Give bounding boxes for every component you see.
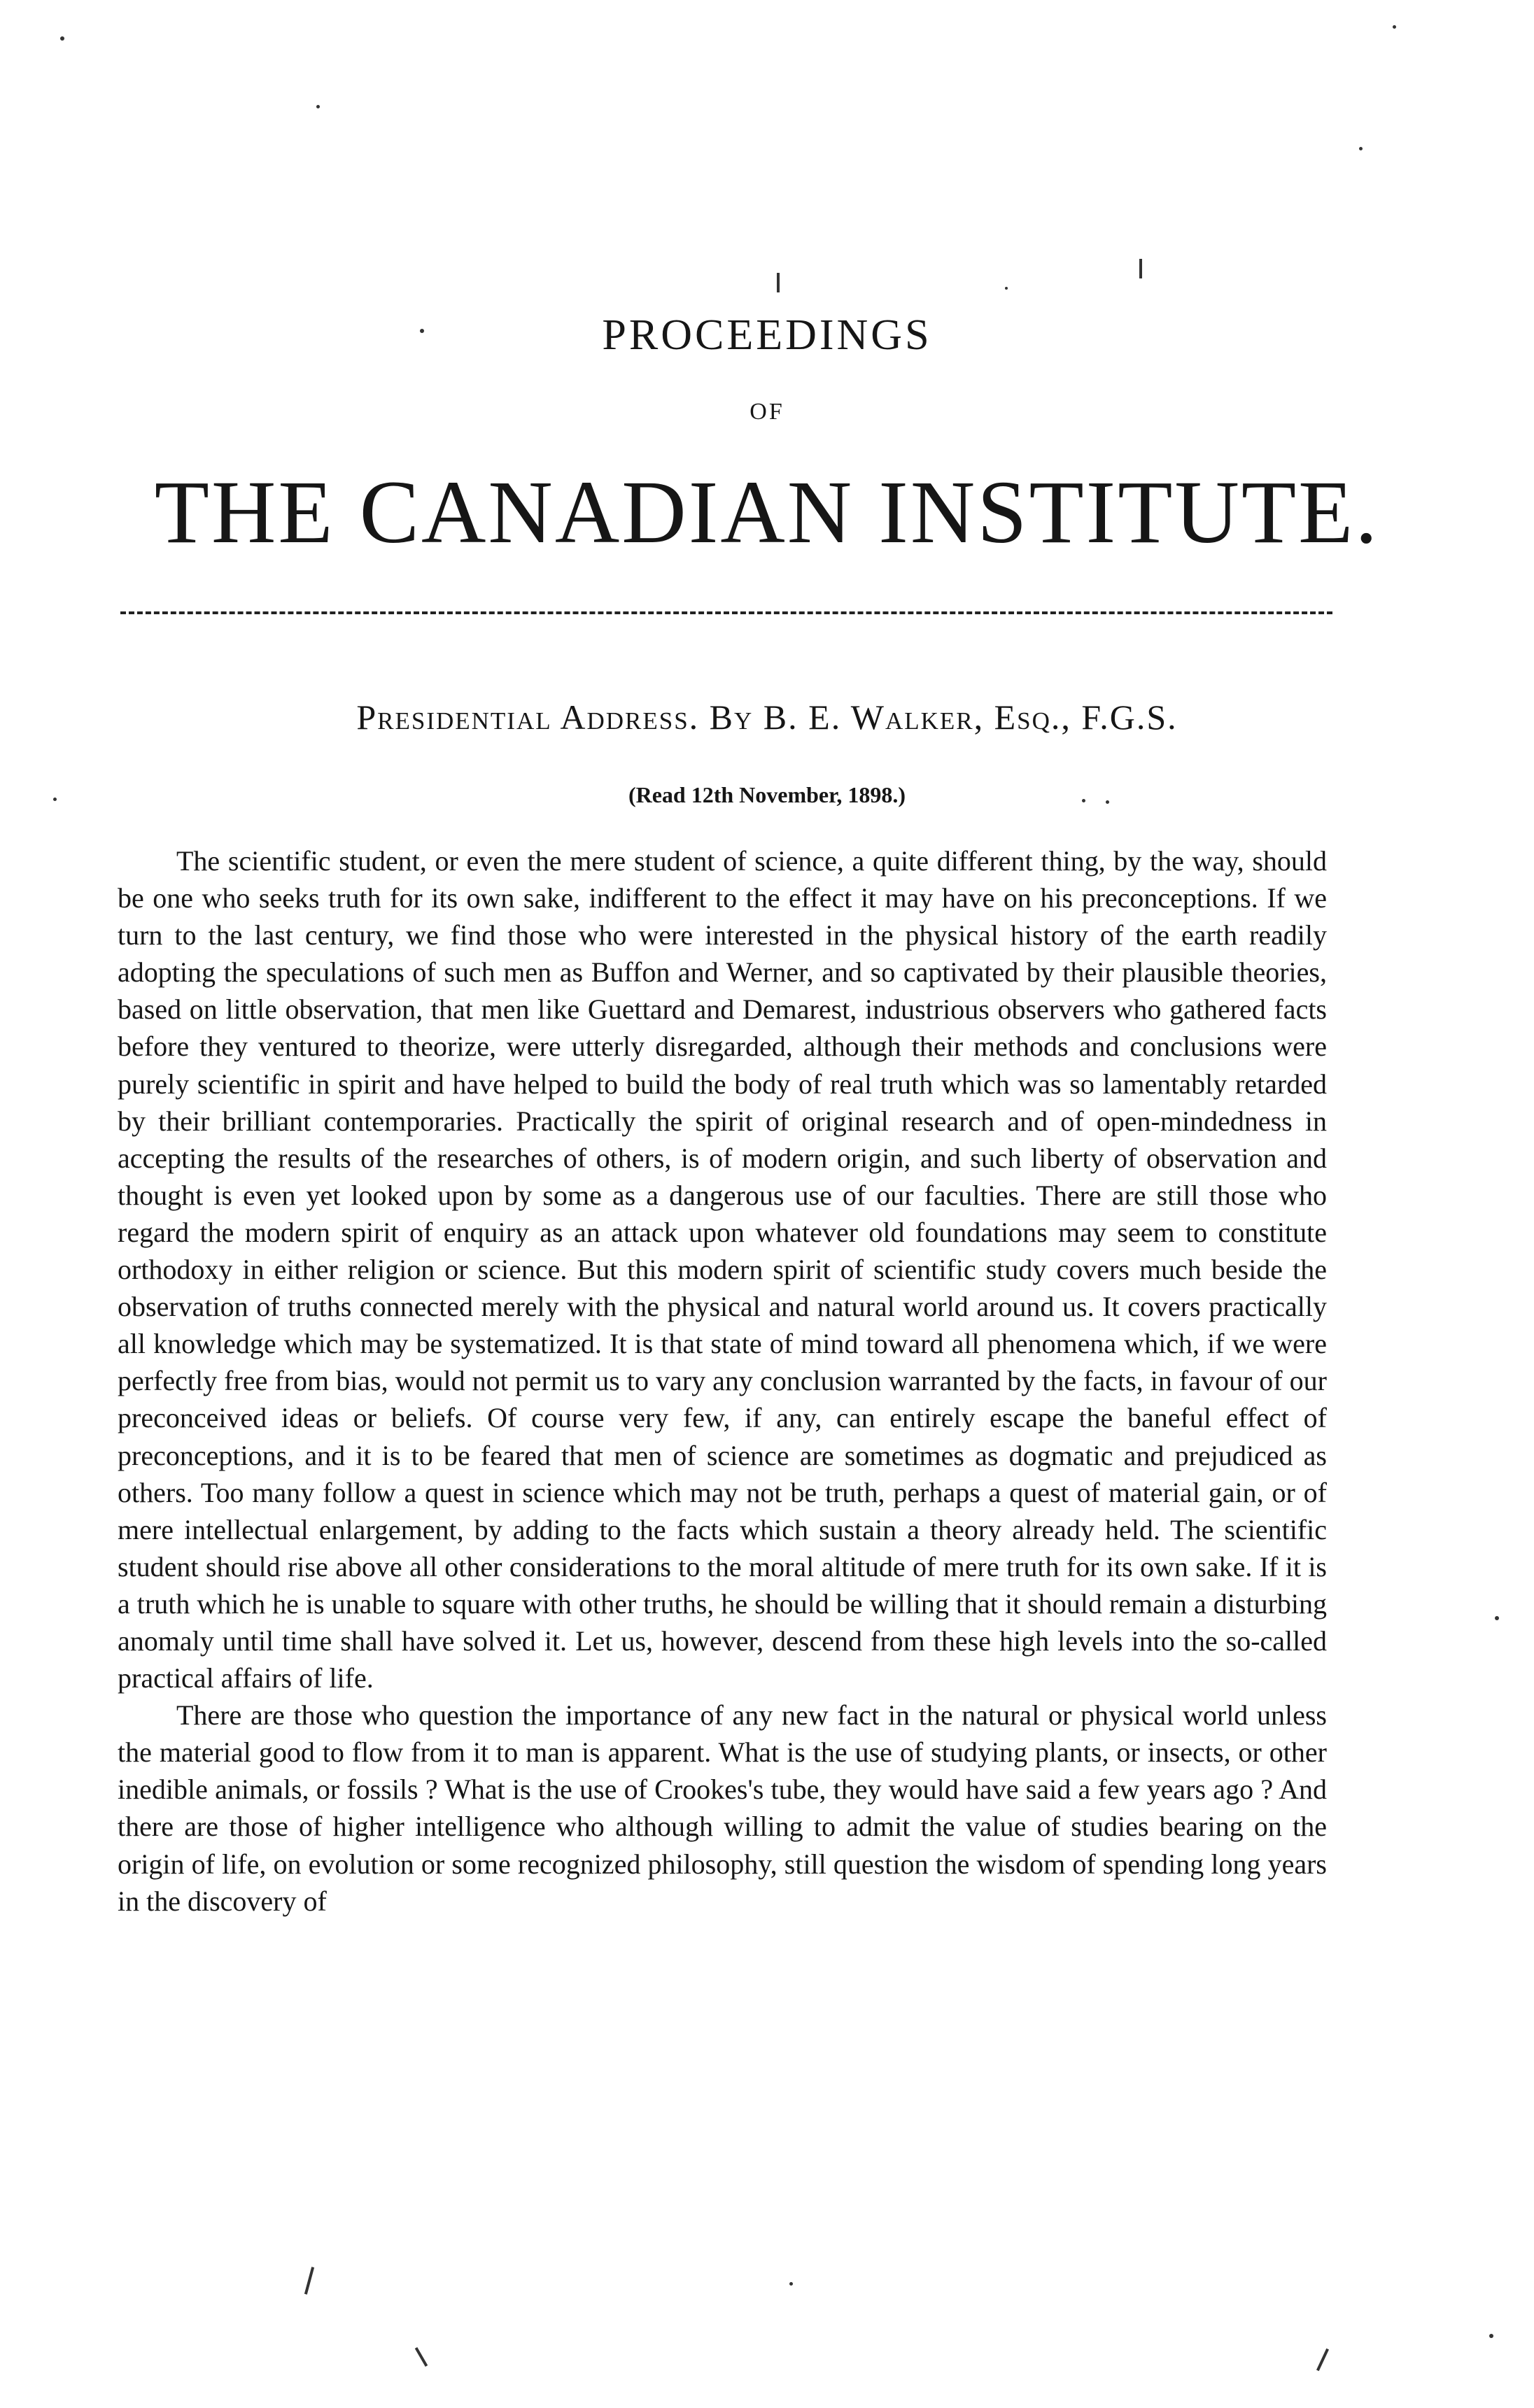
scan-speck [789, 2282, 793, 2286]
scan-speck [53, 798, 57, 801]
body-text [118, 842, 1327, 1920]
scan-speck [1359, 147, 1363, 150]
scan-stroke [1139, 259, 1142, 278]
proceedings-heading: PROCEEDINGS [602, 311, 932, 359]
scan-speck [316, 105, 320, 108]
scan-speck [1106, 800, 1109, 804]
scan-speck [1005, 287, 1008, 290]
scan-stroke [1316, 2349, 1329, 2372]
scan-stroke [777, 273, 780, 292]
scan-stroke [415, 2347, 428, 2367]
scan-speck [60, 36, 64, 41]
of-heading: OF [750, 399, 784, 425]
scan-speck [1082, 799, 1085, 802]
address-title: Presidential Address. By B. E. Walker, Esq., F.G.S. [356, 697, 1178, 737]
body-paragraph: The scientific student, or even the mere student of science, a quite different thing, by the way, should be one who seeks truth for its own sake, indifferent to the effect it may have on his preconceptions. If we turn to the last century, we find those who were interested in the physical history of the earth readily adopting the speculations of such men as Buffon and Werner, and so captivated by their plausible theories, based on little observation, that men like Guettard and Demarest, industrious observers who gathered facts before they ventured to theorize, were utterly disregarded, although their methods and conclusions were purely scientific in spirit and have helped to build the body of real truth which was so lamentably retarded by their brilliant contemporaries. Practically the spirit of original research and of open-mindedness in accepting the results of the researches of others, is of modern origin, and such liberty of observation and thought is even yet looked upon by some as a dangerous use of our faculties. There are still those who regard the modern spirit of enquiry as an attack upon whatever old foundations may seem to constitute orthodoxy in either religion or science. But this modern spirit of scientific study covers much beside the observation of truths connected merely with the physical and natural world around us. It covers practically all knowledge which may be systematized. It is that state of mind toward all phenomena which, if we were perfectly free from bias, would not permit us to vary any conclusion warranted by the facts, in favour of our preconceived ideas or beliefs. Of course very few, if any, can entirely escape the baneful effect of preconceptions, and it is to be feared that men of science are sometimes as dogmatic and prejudiced as others. Too many follow a quest in science which may not be truth, perhaps a quest of material gain, or of mere intellectual enlargement, by adding to the facts which sustain a theory already held. The scientific student should rise above all other considerations to the moral altitude of mere truth for its own sake. If it is a truth which he is unable to square with other truths, he should be willing that it should remain a disturbing anomaly until time shall have solved it. Let us, however, descend from these high levels into the so-called practical affairs of life. [118, 845, 1327, 1694]
institute-title: THE CANADIAN INSTITUTE. [154, 462, 1380, 562]
scan-stroke [304, 2267, 314, 2295]
scan-speck [1393, 25, 1396, 29]
read-date: (Read 12th November, 1898.) [628, 782, 906, 807]
title-divider-rule [120, 611, 1332, 614]
scan-speck [420, 329, 424, 333]
body-paragraph: There are those who question the importance of any new fact in the natural or physical world unless the material good to flow from it to man is apparent. What is the use of studying plants, or insects, or other inedible animals, or fossils ? What is the use of Crookes's tube, they would have said a few years ago ? And there are those of higher intelligence who although willing to admit the value of studies bearing on the origin of life, on evolution or some recognized philosophy, still question the wisdom of spending long years in the discovery of [118, 1699, 1327, 1917]
scan-speck [1495, 1616, 1499, 1620]
scan-speck [1489, 2334, 1493, 2338]
